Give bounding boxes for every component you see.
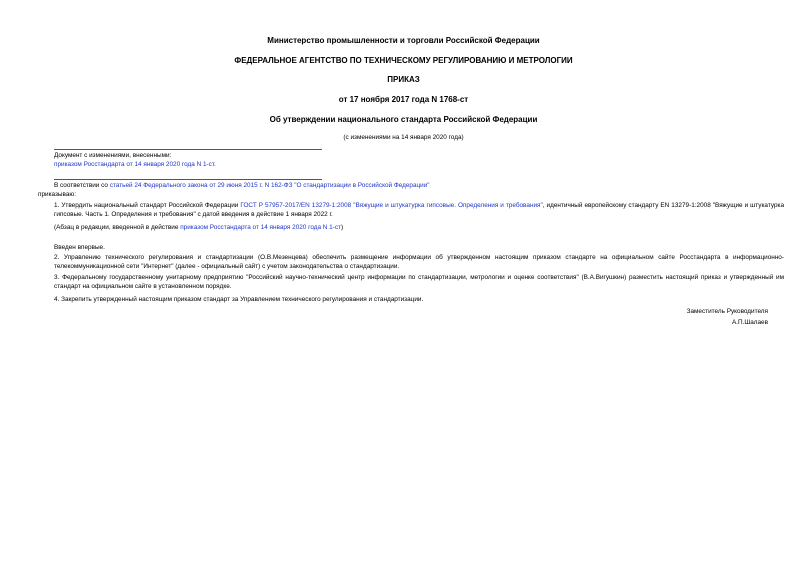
document-type: ПРИКАЗ [387, 75, 420, 84]
item-1-prefix: 1. Утвердить национальный стандарт Российской Федерации [54, 202, 241, 209]
federal-law-link[interactable]: статьей 24 Федерального закона от 29 июня 2015 г. N 162-ФЗ "О стандартизации в Российской Федерации" [109, 182, 430, 189]
intro-prefix: В соответствии со [54, 182, 110, 189]
amendment-order-link[interactable]: приказом Росстандарта от 14 января 2020 года N 1-ст. [54, 161, 216, 168]
item-4: 4. Закрепить утвержденный настоящим приказом стандарт за Управлением технического регулирования и стандартизации. [54, 296, 424, 303]
gost-standard-link[interactable]: ГОСТ Р 57957-2017/EN 13279-1:2008 "Вяжущие и штукатурка гипсовые. Определения и требования" [240, 202, 543, 209]
changes-box-label: Документ с изменениями, внесенными: [54, 152, 172, 159]
intro-paragraph [38, 182, 784, 191]
item-1-note-prefix: (Абзац в редакции, введенной в действие [54, 224, 181, 231]
item-1-note [38, 224, 784, 233]
item-1 [38, 202, 784, 220]
item-1-note-suffix: ) [341, 224, 344, 231]
document-date-number: от 17 ноября 2017 года N 1768-ст [338, 95, 469, 104]
item-2: 2. Управлению технического регулирования и стандартизации (О.В.Мезенцева) обеспечить размещение информации об утвержденном настоящим приказом стандарте на официальном сайте Росстандарта в информационно-телекоммуникационной сети "Интернет" (далее - официальный сайт) с учетом законодательства о стандартизации. [54, 254, 784, 270]
signature-name: А.П.Шалаев [731, 319, 768, 326]
first-time-note: Введен впервые. [54, 244, 105, 251]
signature-position: Заместитель Руководителя [686, 308, 768, 315]
ministry-name: Министерство промышленности и торговли Российской Федерации [267, 36, 540, 45]
document-title: Об утверждении национального стандарта Российской Федерации [269, 115, 538, 124]
item-1-suffix: , идентичный европейскому стандарту EN 13279-1:2008 "Вяжущие и штукатурка гипсовые. Часть 1. Определения и требования" с датой введения в действие 1 января 2022 г. [54, 202, 785, 218]
item-3: 3. Федеральному государственному унитарному предприятию "Российский научно-технический центр информации по стандартизации, метрологии и оценке соответствия" (В.А.Вигушкин) разместить настоящий приказ и утвержденный им стандарт на официальном сайте в установленном порядке. [54, 274, 784, 290]
amended-note: (с изменениями на 14 января 2020 года) [343, 134, 464, 141]
changes-box-bottom-rule [54, 179, 322, 180]
changes-box-top-rule [54, 149, 322, 150]
agency-name: ФЕДЕРАЛЬНОЕ АГЕНТСТВО ПО ТЕХНИЧЕСКОМУ РЕГУЛИРОВАНИЮ И МЕТРОЛОГИИ [234, 56, 573, 65]
order-word: приказываю: [38, 191, 76, 198]
amendment-order-link-2[interactable]: приказом Росстандарта от 14 января 2020 года N 1-ст [180, 224, 341, 231]
changes-box-link-line [54, 161, 354, 170]
